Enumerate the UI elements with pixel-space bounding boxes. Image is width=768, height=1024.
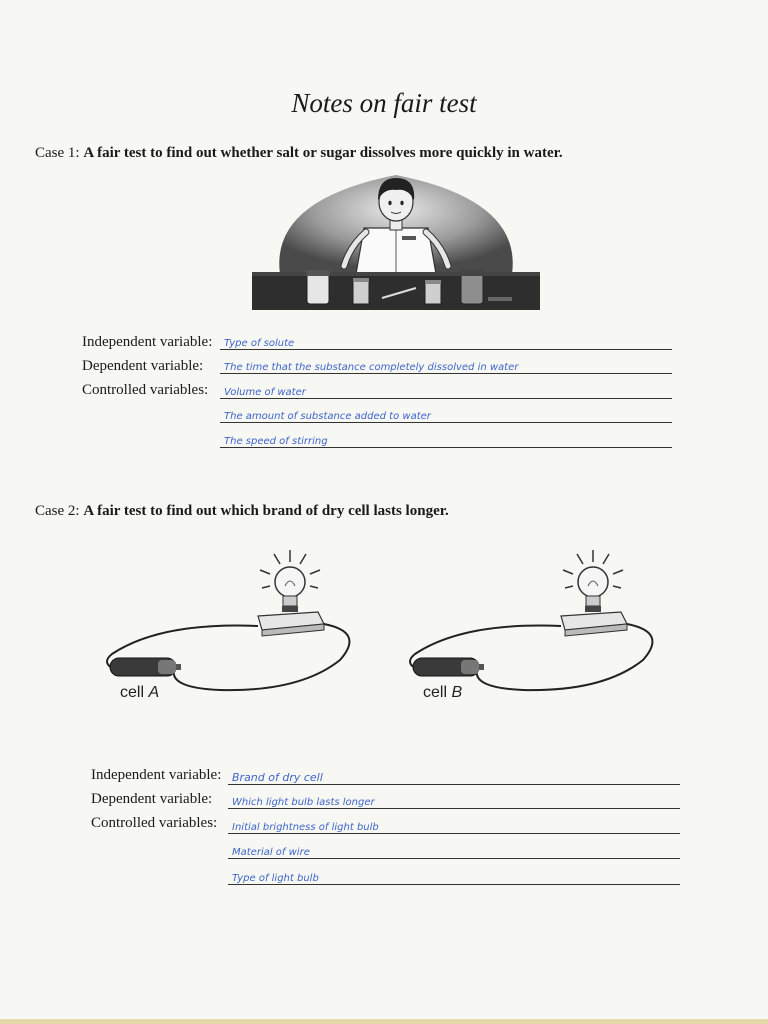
case1-controlled-answer-3: The speed of stirring xyxy=(224,436,328,447)
case1-independent-answer-line[interactable] xyxy=(220,338,672,350)
bulb-holder-icon xyxy=(258,612,324,636)
light-bulb-icon xyxy=(260,550,320,612)
case1-independent-label: Independent variable: xyxy=(82,334,213,350)
case1-independent-answer: Type of solute xyxy=(224,338,295,349)
case2-controlled-answer-1: Initial brightness of light bulb xyxy=(232,822,379,833)
case2-controlled-answer-3: Type of light bulb xyxy=(232,873,319,884)
case1-dependent-label: Dependent variable: xyxy=(82,358,204,374)
desk-edge-strip xyxy=(0,1019,768,1024)
cell-b-label: cell B xyxy=(423,684,463,701)
jar-icon xyxy=(460,270,484,304)
circuit-b-diagram xyxy=(403,542,663,702)
bulb-holder-icon xyxy=(561,612,627,636)
boy-dissolving-illustration xyxy=(250,170,542,312)
case2-dependent-answer: Which light bulb lasts longer xyxy=(232,797,375,808)
case1-controlled-answer-line-2[interactable] xyxy=(220,411,672,423)
light-bulb-icon xyxy=(563,550,623,612)
case1-controlled-answer-1: Volume of water xyxy=(224,387,306,398)
case2-controlled-label: Controlled variables: xyxy=(91,815,218,831)
circuit-a-diagram xyxy=(100,542,360,702)
beaker-icon xyxy=(425,280,441,304)
case2-dependent-answer-line[interactable] xyxy=(228,797,680,809)
case1-dependent-answer: The time that the substance completely dissolved in water xyxy=(224,362,519,373)
case2-heading xyxy=(35,503,449,520)
dry-cell-icon xyxy=(413,658,484,676)
case2-prefix: Case 2: xyxy=(35,503,80,519)
case2-controlled-answer-line-3[interactable] xyxy=(228,873,680,885)
case1-controlled-answer-line-1[interactable] xyxy=(220,387,672,399)
case2-dependent-label: Dependent variable: xyxy=(91,791,213,807)
case2-independent-answer-line[interactable] xyxy=(228,771,680,785)
case1-heading xyxy=(35,145,563,162)
case1-controlled-answer-2: The amount of substance added to water xyxy=(224,411,431,422)
case2-title: A fair test to find out which brand of dry cell lasts longer. xyxy=(83,503,449,519)
beaker-icon xyxy=(353,278,369,304)
case2-controlled-answer-line-2[interactable] xyxy=(228,847,680,859)
cell-a-label: cell A xyxy=(120,684,160,701)
case1-prefix: Case 1: xyxy=(35,145,80,161)
case1-dependent-answer-line[interactable] xyxy=(220,362,672,374)
case1-title: A fair test to find out whether salt or sugar dissolves more quickly in water. xyxy=(83,145,563,161)
case2-independent-label: Independent variable: xyxy=(91,767,222,783)
case2-controlled-answer-2: Material of wire xyxy=(232,847,310,858)
dry-cell-icon xyxy=(110,658,181,676)
page-title: Notes on fair test xyxy=(291,88,477,118)
case1-controlled-label: Controlled variables: xyxy=(82,382,209,398)
case2-controlled-answer-line-1[interactable] xyxy=(228,822,680,834)
case1-controlled-answer-line-3[interactable] xyxy=(220,436,672,448)
jar-icon xyxy=(306,270,330,304)
case2-independent-answer: Brand of dry cell xyxy=(232,771,323,784)
